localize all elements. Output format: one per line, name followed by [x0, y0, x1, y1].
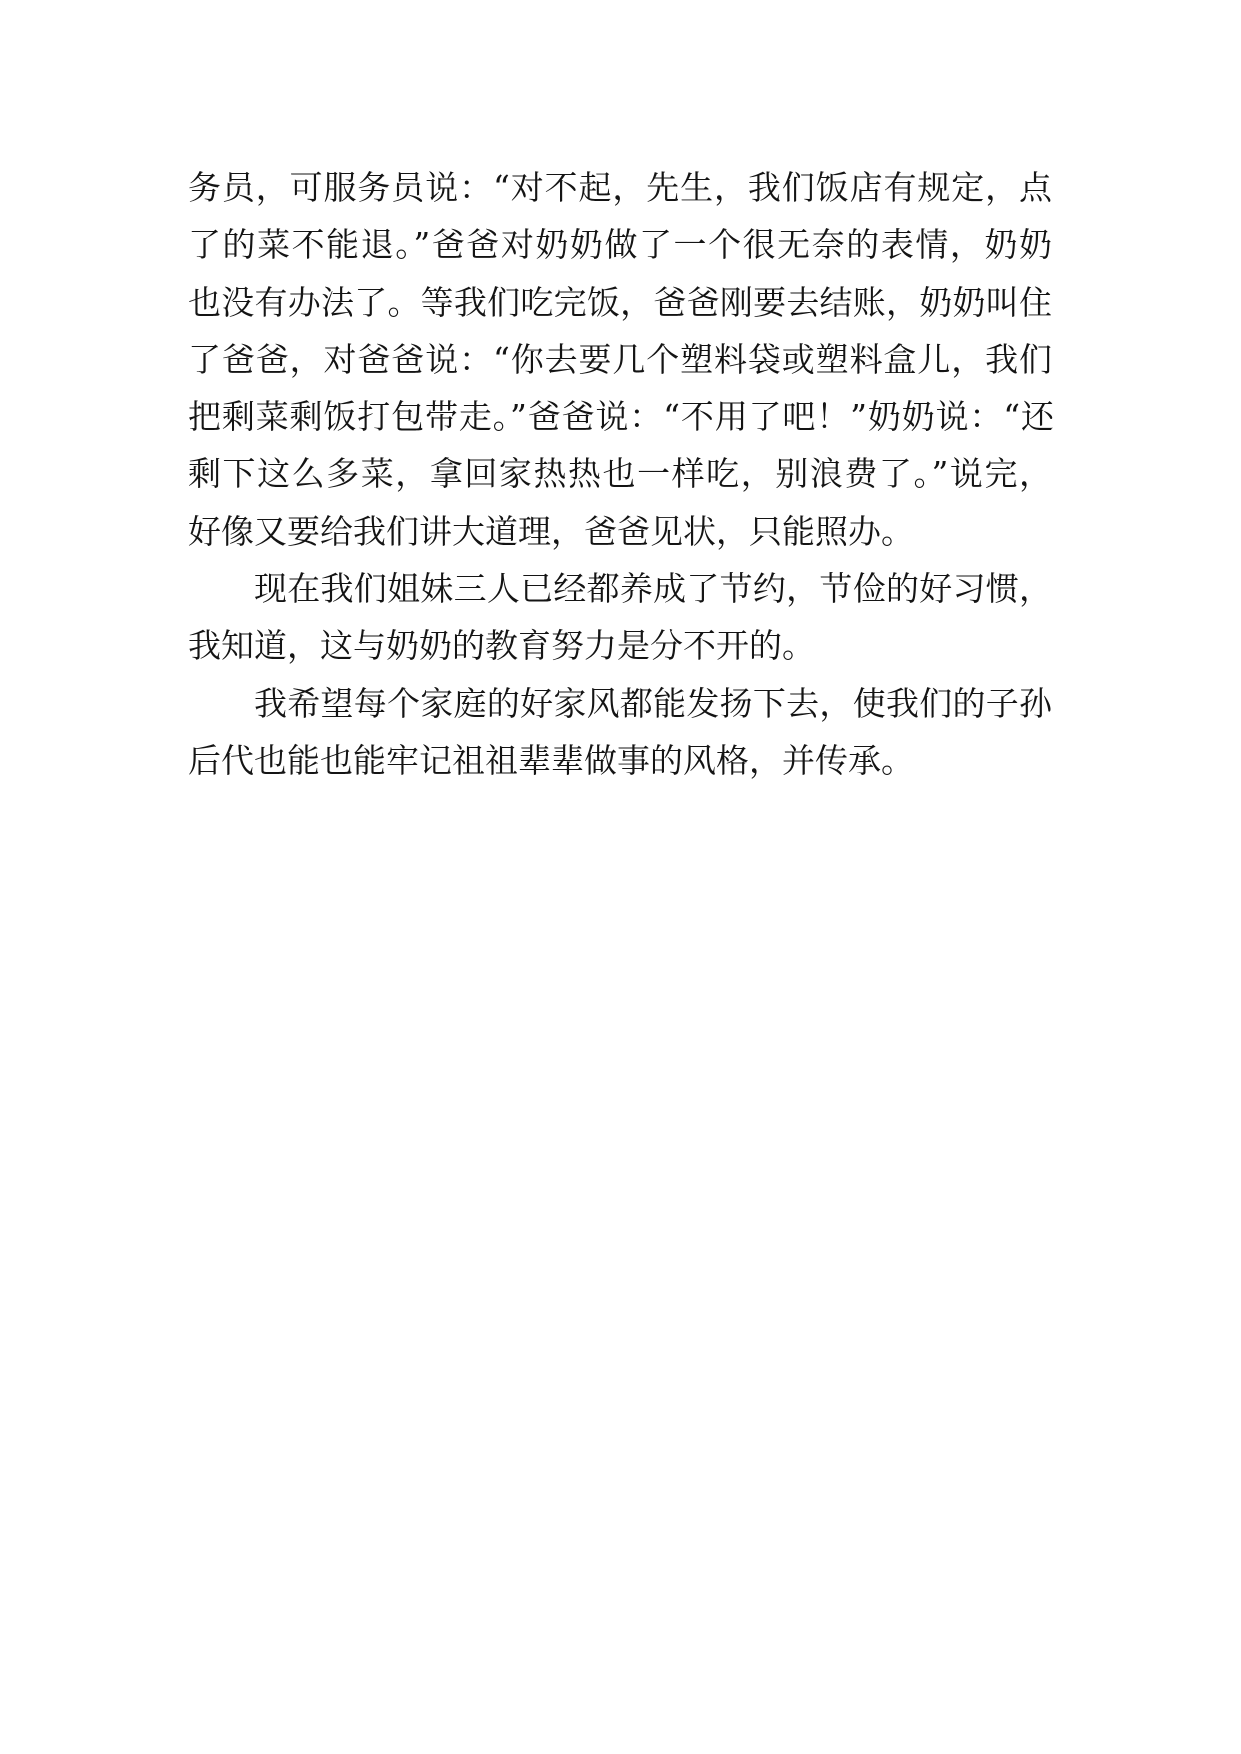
text-line: 剩下这么多菜，拿回家热热也一样吃，别浪费了。”说完， [188, 454, 1052, 494]
text-line-paragraph-end: 好像又要给我们讲大道理，爸爸见状，只能照办。 [188, 511, 914, 551]
essay-text-block [188, 159, 1052, 789]
text-line-paragraph-end: 我知道，这与奶奶的教育努力是分不开的。 [188, 626, 815, 666]
text-line: 了的菜不能退。”爸爸对奶奶做了一个很无奈的表情，奶奶 [188, 225, 1052, 265]
text-line: 把剩菜剩饭打包带走。”爸爸说：“不用了吧！”奶奶说：“还 [188, 397, 1052, 437]
text-line: 也没有办法了。等我们吃完饭，爸爸刚要去结账，奶奶叫住 [188, 282, 1052, 322]
text-line-paragraph-start: 我希望每个家庭的好家风都能发扬下去，使我们的子孙 [254, 683, 1052, 723]
text-line: 务员，可服务员说：“对不起，先生，我们饭店有规定，点 [188, 168, 1052, 207]
text-line: 了爸爸，对爸爸说：“你去要几个塑料袋或塑料盒儿，我们 [188, 339, 1052, 379]
text-line-paragraph-end: 后代也能也能牢记祖祖辈辈做事的风格，并传承。 [188, 740, 914, 780]
text-line-paragraph-start: 现在我们姐妹三人已经都养成了节约，节俭的好习惯， [254, 569, 1052, 609]
